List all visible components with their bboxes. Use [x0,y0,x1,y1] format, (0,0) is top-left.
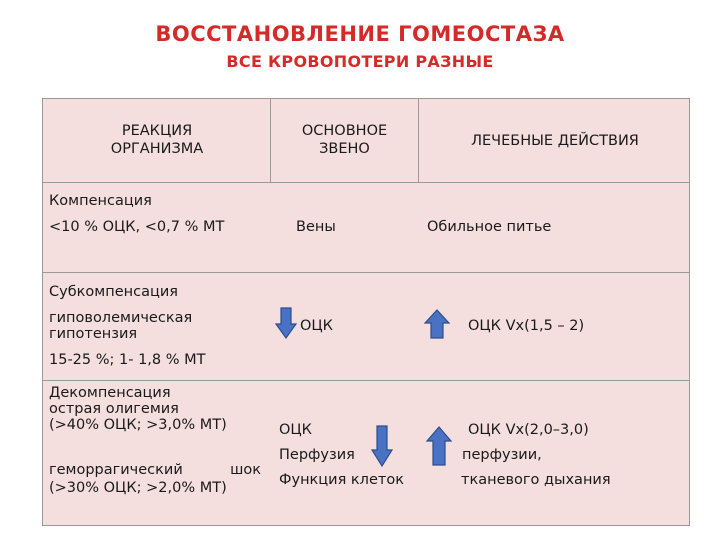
row-divider-1 [43,182,689,183]
row2-desc: гиповолемическая гипотензия [49,310,193,342]
row3-link1: ОЦК [279,422,312,438]
row3-title: Декомпенсация [49,385,171,401]
row3-sub1: острая олигемия (>40% ОЦК; >3,0% МТ) [49,401,227,433]
arrow-down-icon [275,307,297,339]
row3-action3: тканевого дыхания [461,472,611,488]
row-divider-2 [43,272,689,273]
row3-link3: Функция клеток [279,472,404,488]
arrow-up-icon [424,309,450,339]
header-reaction: РЕАКЦИЯ ОРГАНИЗМА [110,123,204,157]
row1-action: Обильное питье [427,219,552,235]
header-treatment: ЛЕЧЕБНЫЕ ДЕЙСТВИЯ [471,133,639,149]
row2-title: Субкомпенсация [49,284,178,300]
arrow-down-icon [371,425,393,467]
row2-action: ОЦК Vх(1,5 – 2) [468,318,585,334]
header-main-link: ОСНОВНОЕ ЗВЕНО [301,123,388,157]
arrow-up-icon [426,426,452,466]
row3-action1: ОЦК Vх(2,0–3,0) [468,422,589,438]
row3-action2: перфузии, [462,447,542,463]
row-divider-3 [43,380,689,381]
recovery-table [42,98,690,526]
page-title: ВОССТАНОВЛЕНИЕ ГОМЕОСТАЗА [155,22,565,46]
page-subtitle: ВСЕ КРОВОПОТЕРИ РАЗНЫЕ [226,52,494,71]
row3-sub2-line1: геморрагический шок [49,462,261,478]
row2-criteria: 15-25 %; 1- 1,8 % МТ [49,352,206,368]
row3-link2: Перфузия [279,447,355,463]
row2-link: ОЦК [300,318,333,334]
row1-criteria: <10 % ОЦК, <0,7 % МТ [49,219,225,235]
row3-sub2-line2: (>30% ОЦК; >2,0% МТ) [49,480,227,496]
row1-link: Вены [296,219,336,235]
row1-title: Компенсация [49,193,152,209]
